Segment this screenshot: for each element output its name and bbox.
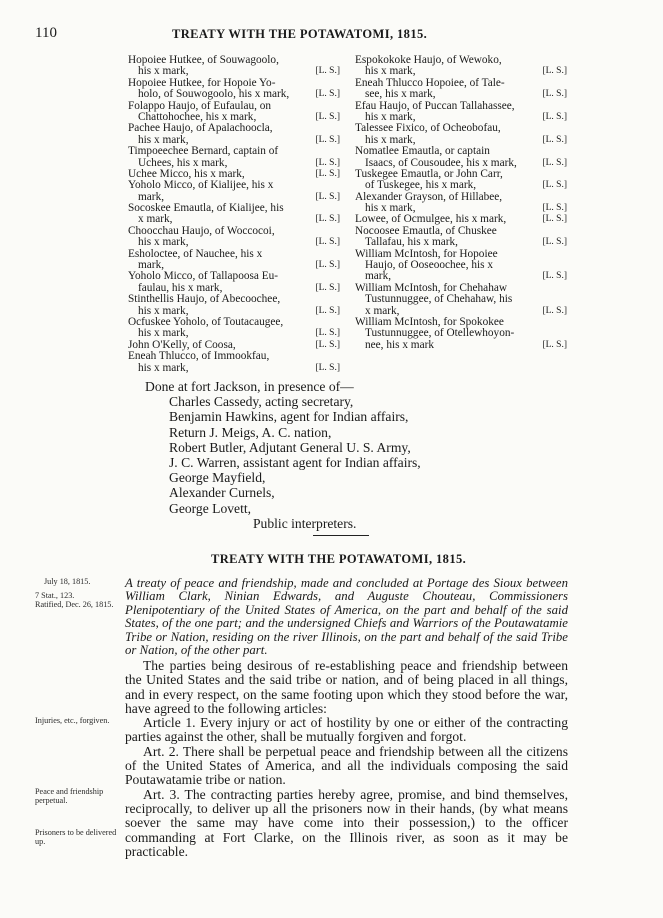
witness-intro: Done at fort Jackson, in presence of— bbox=[145, 379, 354, 394]
witness-name: George Mayfield, bbox=[169, 470, 266, 486]
signature-text: his x mark, bbox=[138, 327, 189, 340]
signature-text: faulau, his x mark, bbox=[138, 281, 223, 294]
signature-text: Esholoctee, of Nauchee, his x bbox=[128, 247, 263, 260]
seal-mark: [L. S.] bbox=[315, 362, 340, 373]
seal-mark: [L. S.] bbox=[542, 214, 567, 225]
signature-text: Isaacs, of Cousoudee, his x mark, bbox=[365, 156, 517, 169]
section-divider bbox=[313, 535, 369, 536]
witness-name: Benjamin Hawkins, agent for Indian affairs, bbox=[169, 409, 409, 425]
treaty-body bbox=[125, 659, 568, 859]
signature-text: his x mark, bbox=[365, 133, 416, 146]
signature-text: Yoholo Micco, of Kialijee, his x bbox=[128, 179, 274, 192]
signature-text: Chattohochee, his x mark, bbox=[138, 110, 257, 123]
signature-text: Eneah Thlucco Hopoiee, of Tale- bbox=[355, 76, 505, 89]
seal-mark: [L. S.] bbox=[542, 66, 567, 77]
margin-ratified: Ratified, Dec. 26, 1815. bbox=[35, 600, 114, 609]
witness-name: Return J. Meigs, A. C. nation, bbox=[169, 424, 332, 440]
margin-note-peace: Peace and friendship perpetual. bbox=[35, 787, 104, 805]
signature-text: his x mark, bbox=[365, 110, 416, 123]
signature-text: his x mark, bbox=[365, 65, 416, 78]
signature-text: his x mark, bbox=[138, 236, 189, 249]
signature-text: mark, bbox=[138, 190, 165, 203]
seal-mark: [L. S.] bbox=[542, 237, 567, 248]
signature-text: Yoholo Micco, of Tallapoosa Eu- bbox=[128, 270, 279, 283]
witness-name: Robert Butler, Adjutant General U. S. Army, bbox=[169, 439, 411, 455]
seal-mark: [L. S.] bbox=[315, 66, 340, 77]
signature-text: Hopoiee Hutkee, for Hopoie Yo- bbox=[128, 76, 276, 89]
seal-mark: [L. S.] bbox=[315, 111, 340, 122]
seal-mark: [L. S.] bbox=[542, 157, 567, 168]
signature-text: Uchees, his x mark, bbox=[138, 156, 228, 169]
witness-list bbox=[145, 394, 421, 516]
article-3: Art. 3. The contracting parties hereby agree, promise, and bind themselves, reciprocally, to deliver up all the prisoners now in their hands, (by what means soever the same may have come into their possession,) to the officer commanding at Fort Clarke, on the Illinois river, as soon as it may be practicable. bbox=[125, 786, 568, 859]
seal-mark: [L. S.] bbox=[542, 203, 567, 214]
signature-text: holo, of Souwogoolo, his x mark, bbox=[138, 88, 290, 101]
margin-stat bbox=[35, 591, 125, 609]
signature-text: Tuskegee Emautla, or John Carr, bbox=[355, 167, 503, 180]
signature-text: Ocfuskee Yoholo, of Toutacaugee, bbox=[128, 315, 284, 328]
signature-text: Uchee Micco, his x mark, bbox=[128, 167, 245, 180]
seal-mark: [L. S.] bbox=[315, 282, 340, 293]
signatures-left-column bbox=[128, 55, 340, 374]
running-title: TREATY WITH THE POTAWATOMI, 1815. bbox=[172, 27, 428, 41]
seal-mark: [L. S.] bbox=[315, 168, 340, 179]
seal-mark: [L. S.] bbox=[315, 89, 340, 100]
signature-text: William McIntosh, for Chehahaw bbox=[355, 281, 508, 294]
signature-line bbox=[128, 363, 340, 374]
seal-mark: [L. S.] bbox=[542, 339, 567, 350]
signature-text: mark, bbox=[138, 259, 165, 272]
seal-mark: [L. S.] bbox=[542, 111, 567, 122]
signature-text: Tustunnuggee, of Otellewhoyon- bbox=[365, 327, 515, 340]
witness-name: J. C. Warren, assistant agent for Indian affairs, bbox=[169, 455, 421, 471]
signature-text: see, his x mark, bbox=[365, 88, 436, 101]
signature-text: Timpoeechee Bernard, captain of bbox=[128, 145, 279, 158]
signature-text: Tustunnuggee, of Chehahaw, his bbox=[365, 293, 513, 306]
margin-date: July 18, 1815. bbox=[44, 577, 91, 586]
seal-mark: [L. S.] bbox=[542, 305, 567, 316]
seal-mark: [L. S.] bbox=[315, 339, 340, 350]
signature-text: Efau Haujo, of Puccan Tallahassee, bbox=[355, 99, 515, 112]
signature-text: Haujo, of Ooseoochee, his x bbox=[365, 259, 494, 272]
signature-text: Nocoosee Emautla, of Chuskee bbox=[355, 224, 497, 237]
witness-name: Alexander Curnels, bbox=[169, 485, 275, 501]
signature-text: William McIntosh, for Spokokee bbox=[355, 315, 504, 328]
seal-mark: [L. S.] bbox=[315, 191, 340, 202]
seal-mark: [L. S.] bbox=[542, 271, 567, 282]
seal-mark: [L. S.] bbox=[542, 89, 567, 100]
witness-block bbox=[145, 379, 421, 531]
signature-text: Tallafau, his x mark, bbox=[365, 236, 459, 249]
seal-mark: [L. S.] bbox=[315, 237, 340, 248]
signature-text: x mark, bbox=[138, 213, 173, 226]
page-number: 110 bbox=[35, 25, 57, 41]
seal-mark: [L. S.] bbox=[542, 134, 567, 145]
witness-name: George Lovett, bbox=[169, 500, 252, 516]
seal-mark: [L. S.] bbox=[315, 260, 340, 271]
signature-text: nee, his x mark bbox=[365, 338, 435, 351]
article-1: Article 1. Every injury or act of hostility by one or either of the contracting parties against the other, shall be mutually forgiven and forgot. bbox=[125, 715, 568, 745]
signature-text: Talessee Fixico, of Ocheobofau, bbox=[355, 122, 501, 135]
signature-text: Pachee Haujo, of Apalachoocla, bbox=[128, 122, 273, 135]
signature-text: mark, bbox=[365, 270, 392, 283]
intro-paragraph: The parties being desirous of re-establishing peace and friendship between the United States and the said tribe or nation, and of being placed in all things, and in every respect, on the same footing upon which they stood before the war, have agreed to the following articles: bbox=[125, 658, 568, 716]
signature-text: Lowee, of Ocmulgee, his x mark, bbox=[355, 213, 507, 226]
signature-text: Espokokoke Haujo, of Wewoko, bbox=[355, 54, 502, 66]
signature-text: his x mark, bbox=[138, 133, 189, 146]
signature-text: Eneah Thlucco, of Immookfau, bbox=[128, 350, 270, 363]
article-2: Art. 2. There shall be perpetual peace and friendship between all the citizens of the United States of America, and all the individuals composing the said Poutawatamie tribe or nation. bbox=[125, 743, 568, 788]
signature-text: Socoskee Emautla, of Kialijee, his bbox=[128, 202, 284, 215]
signature-text: Choocchau Haujo, of Woccocoi, bbox=[128, 224, 275, 237]
witness-closing: Public interpreters. bbox=[253, 515, 357, 531]
signature-text: his x mark, bbox=[138, 304, 189, 317]
treaty-preamble: A treaty of peace and friendship, made and concluded at Portage des Sioux between William Clark, Ninian Edwards, and Auguste Chouteau, Commissioners Plenipotentiary of the United States of America, on the part and behalf of the said States, of the one part; and the undersigned Chiefs and Warriors of the Poutawatamie Tribe or Nation, residing on the river Illinois, on the part and behalf of the said Tribe or Nation, of the other part. bbox=[125, 576, 568, 658]
margin-note-injuries: Injuries, etc., forgiven. bbox=[35, 716, 110, 725]
signature-text: Folappo Haujo, of Eufaulau, on bbox=[128, 99, 272, 112]
signature-line bbox=[355, 340, 567, 351]
signature-text: his x mark, bbox=[138, 361, 189, 374]
seal-mark: [L. S.] bbox=[315, 157, 340, 168]
seal-mark: [L. S.] bbox=[542, 180, 567, 191]
signature-text: of Tuskegee, his x mark, bbox=[365, 179, 477, 192]
margin-note-prisoners: Prisoners to be delivered up. bbox=[35, 828, 117, 846]
margin-stat-ref: 7 Stat., 123. bbox=[35, 591, 75, 600]
signature-text: Alexander Grayson, of Hillabee, bbox=[355, 190, 503, 203]
signature-text: John O'Kelly, of Coosa, bbox=[128, 338, 236, 351]
signature-text: his x mark, bbox=[365, 202, 416, 215]
signature-text: Hopoiee Hutkee, of Souwagoolo, bbox=[128, 54, 279, 66]
witness-name: Charles Cassedy, acting secretary, bbox=[169, 394, 354, 410]
signature-text: Nomatlee Emautla, or captain bbox=[355, 145, 490, 158]
signatures-right-column bbox=[355, 55, 567, 351]
seal-mark: [L. S.] bbox=[315, 305, 340, 316]
seal-mark: [L. S.] bbox=[315, 328, 340, 339]
seal-mark: [L. S.] bbox=[315, 134, 340, 145]
signature-text: his x mark, bbox=[138, 65, 189, 78]
signature-text: x mark, bbox=[365, 304, 400, 317]
treaty-title: TREATY WITH THE POTAWATOMI, 1815. bbox=[211, 552, 467, 566]
signature-text: Stinthellis Haujo, of Abecoochee, bbox=[128, 293, 281, 306]
signature-text: William McIntosh, for Hopoiee bbox=[355, 247, 498, 260]
seal-mark: [L. S.] bbox=[315, 214, 340, 225]
